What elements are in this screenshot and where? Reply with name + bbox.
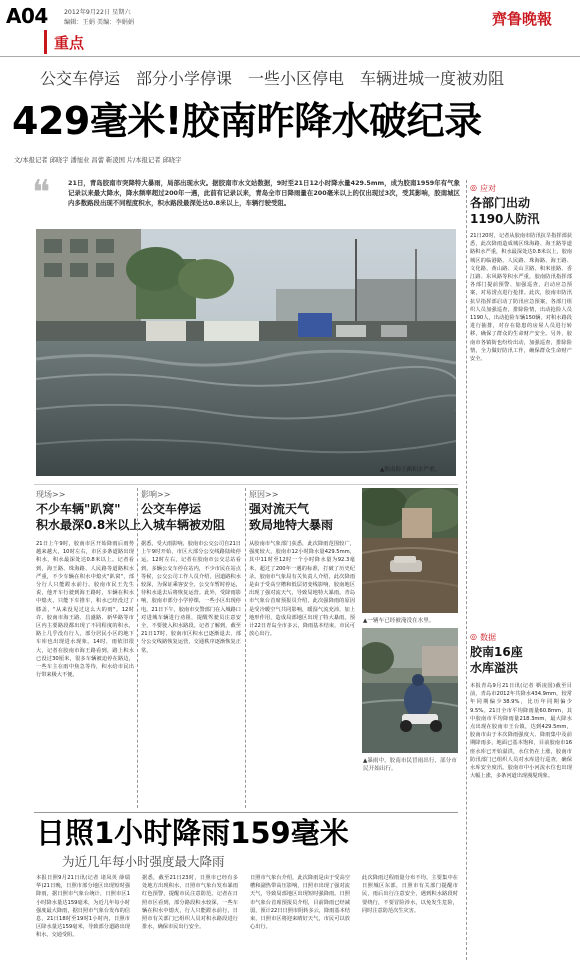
sidebar1-label: 应对	[480, 184, 496, 193]
bottom-subheadline: 为近几年每小时强度最大降雨	[62, 854, 225, 869]
col2-label: 影响>>	[141, 490, 171, 499]
col1-title-line2: 积水最深0.8米以上	[36, 518, 142, 532]
bottom-col1: 本报日照9月21日讯(记者 诸凤英 薛瑞华)21日晚，日照市部分地区出现短时强降雨，据日照市气象台统计，日照市区1小时降水量达159毫米，为近几年每小时强度最大降雨，据日照市气象台发布的信息，21日18时至19时1小时内，日照市区降水量达159毫米，导致部分道路出现积水，交通受阻。	[36, 875, 130, 939]
sidebar1-label-dot: ◎	[470, 183, 477, 192]
columns-top-divider	[34, 484, 458, 485]
col3-label: 原因>>	[249, 490, 279, 499]
section-marker	[44, 30, 47, 54]
sidebar2-label: 数据	[480, 633, 496, 642]
page-number: A04	[6, 4, 48, 28]
editor-credit: 编辑：王娟 美编：李娟娟	[64, 19, 135, 26]
main-headline: 429毫米!胶南昨降水破纪录	[12, 99, 482, 143]
section-title: 重点	[54, 34, 85, 52]
sidebar1-title-line1: 各部门出动	[470, 196, 531, 210]
col3-title-line1: 强对流天气	[249, 502, 310, 516]
sidebar1-title-line2: 1190人防汛	[470, 212, 540, 226]
sidebar2-title-line1: 胶南16座	[470, 645, 523, 659]
quote-mark: ❝	[32, 173, 51, 213]
deck-subtitle: 公交车停运 部分小学停课 一些小区停电 车辆进城一度被劝阻	[40, 69, 505, 88]
cyclist-rain-caption: ▲暴雨中，胶南市民冒雨出行，部分市民开始出行。	[363, 758, 457, 772]
flooded-car-caption: ▲一辆车已经被淹没在水里。	[363, 618, 435, 624]
bottom-headline: 日照1小时降雨159毫米	[36, 816, 349, 850]
cyclist-rain-photo	[362, 628, 458, 753]
col-divider-2	[245, 488, 246, 808]
bottom-col2: 据悉，截至21日23时，日照市已经有多处地方出现积水，日照市气象台发布暴雨红色预警，提醒市民注意防范。记者在日照市区看到，部分路段积水较深，一些车辆在积水中熄火，行人只能蹚水前行，日照市有关部门已组织人员对积水路段进行排水，确保市民出行安全。	[142, 875, 238, 931]
col-divider-1	[137, 488, 138, 808]
col3-title-line2: 致局地特大暴雨	[249, 518, 334, 532]
col2-body: 据悉，受大雨影响，胶南市公交公司自21日上午9时开始，市区大部分公交线路陆续停运。12时左右，记者在胶南市公交总站看到，多辆公交车停在站内，不少市民在站点等候，公交公司工作人员介绍，因道路积水较深，为保证乘客安全，公交车暂时停运，待积水退去后将恢复运营。此外，受降雨影响，胶南市部分小学停课，一些小区出现停电。21日下午，胶南市交警部门在入城路口对进城车辆进行劝阻，提醒驾驶员注意安全，不要驶入积水路段。记者了解到，截至21日17时，胶南市区积水已逐渐退去，部分公交线路恢复运营，交通秩序逐渐恢复正常。	[141, 541, 241, 654]
sidebar2-title-line2: 水库溢洪	[470, 661, 519, 675]
bottom-col4: 此次降雨过程雨量分布不均，主要集中在日照城区东部，日照市有关部门提醒市民，雨后出行注意安全，遇到积水路段时要绕行，不要冒险涉水，以免发生危险，同时注意防范次生灾害。	[362, 875, 458, 914]
main-photo-caption: ▲胶南海王路积水严重。	[380, 467, 441, 473]
byline: 文/本报记者 邱晓宇 潘旭业 昌蕾 靳凌国 片/本报记者 邱晓宇	[14, 157, 182, 164]
col1-body: 21日上午9时，胶南市区开始降雨后雨势越来越大，10时左右，市区多条道路出现积水，积水最深处达0.8米以上。记者看到，海王路、珠海路、人民路等道路积水严重，不少车辆在积水中熄火"趴窝"，部分行人只能蹚水前行。胶南市民王先生说，他开车行驶到海王路时，车辆在积水中熄火，只能下车推车，积水已经没过了膝盖，"从来没见过这么大的雨"。12时许，胶南市海王路、昌盛路、新华路等市区内主要路段都出现了不同程度的积水，路上几乎没有行人，部分居民小区的地下车库也出现进水现象。14时，雨依旧很大，记者在胶南市海王路看到，路上积水已没过30厘米，很多车辆被迫停在路边，一些车主在雨中焦急等待，积水给市民出行带来极大不便。	[36, 541, 134, 679]
sidebar2-body: 本报青岛9月21日讯(记者 靳凌国)截至目前，青岛市2012年共降水434.9mm，较常年同期偏少38.9%，比历年同期偏少9.5%。21日全市平均降雨量60.8mm，其中胶南市平均降雨量218.3mm，最大降水点出现在胶南市王台镇，达到429.5mm，胶南市由于本次降雨强度大、降雨集中及前期降雨多，地面已基本饱和，目前胶南市16座水库已开始溢洪，水位仍在上涨，胶南市防汛部门已组织人员对水库进行巡查，确保水库安全度汛。胶南市中小河流水位也出现大幅上涨，多条河道出现漫堤现象。	[470, 683, 572, 780]
col2-title-line1: 公交车停运	[141, 502, 202, 516]
header-divider	[0, 56, 580, 57]
bottom-story-divider	[34, 812, 458, 813]
sidebar-divider	[466, 180, 467, 960]
col2-title-line2: 入城车辆被劝阻	[141, 518, 226, 532]
issue-date: 2012年9月22日 星期六	[64, 9, 131, 16]
lede-paragraph: 21日，青岛胶南市突降特大暴雨，局部出现水灾。据胶南市水文站数据，9时至21日12小时降水量429.5mm，成为胶南1959年有气象记录以来最大降水，降水频率超过200年一遇，此前有记录以来，青岛全市日降雨量在200毫米以上的仅出现过3次，受其影响，胶南城区内多数路段出现不同程度积水，积水路段最深处达0.8米以上，车辆行驶受阻。	[68, 179, 460, 208]
flooded-car-photo	[362, 488, 458, 613]
bottom-col3: 日照市气象台介绍，此次降雨是由于受高空槽和副热带高压影响，日照市出现了强对流天气，导致局部地区出现短时强降雨。日照市气象台首席预报员介绍，目前降雨已经减弱，预计22日日照市阴转多云，降雨基本结束，日照市区将迎来晴好天气，市民可以放心出行。	[250, 875, 350, 931]
sidebar2-label-dot: ◎	[470, 632, 477, 641]
col1-title-line1: 不少车辆"趴窝"	[36, 502, 121, 516]
col3-body: 从胶南市气象部门获悉，此次降雨范围较广，强度较大，胶南市12小时降水量429.5mm，其中11时至12时一个小时降水量为92.3毫米，超过了200年一遇的标准，打破了历史纪录。胶南市气象局有关负责人介绍，此次降雨是由于受高空槽和低层切变线影响，胶南地区出现了强对流天气，导致局地特大暴雨。青岛市气象台首席预报员介绍，此次强降雨的原因是受冷暖空气共同影响，暖湿气流充沛，加上地形作用，造成局部地区出现了特大暴雨。预计22日青岛全市多云，降雨基本结束，市民可放心出行。	[249, 541, 355, 638]
main-photo	[36, 229, 456, 476]
sidebar1-body: 21日20时，记者从胶南市防汛抗旱指挥部获悉，此次降雨造成城区珠海路、海王路等道路积水严重，积水最深处达0.8米以上，胶南城区的临港路、人民路、珠海路、海王路、文化路、黄山路、灵山卫路、积米崖路、香江路、东风路等积水严重，胶南防汛指挥部各部门提前预警、加强巡查，启动应急预案，对易涝点进行抢排。此次，胶南市防汛抗旱指挥部启动了防汛应急预案，各部门组织人员加强巡查，排除险情，出动抢险人员1190人，出动抢险车辆150辆，对积水路段进行抽排，对存在隐患的房屋人员进行转移，确保了群众的生命财产安全。另外，胶南市各镇街也纷纷出动，加强巡查，排除险情，全力做好防汛工作，确保群众生命财产安全。	[470, 233, 572, 363]
newspaper-logo: 齊鲁晚報	[492, 10, 553, 28]
col1-label: 现场>>	[36, 490, 66, 499]
